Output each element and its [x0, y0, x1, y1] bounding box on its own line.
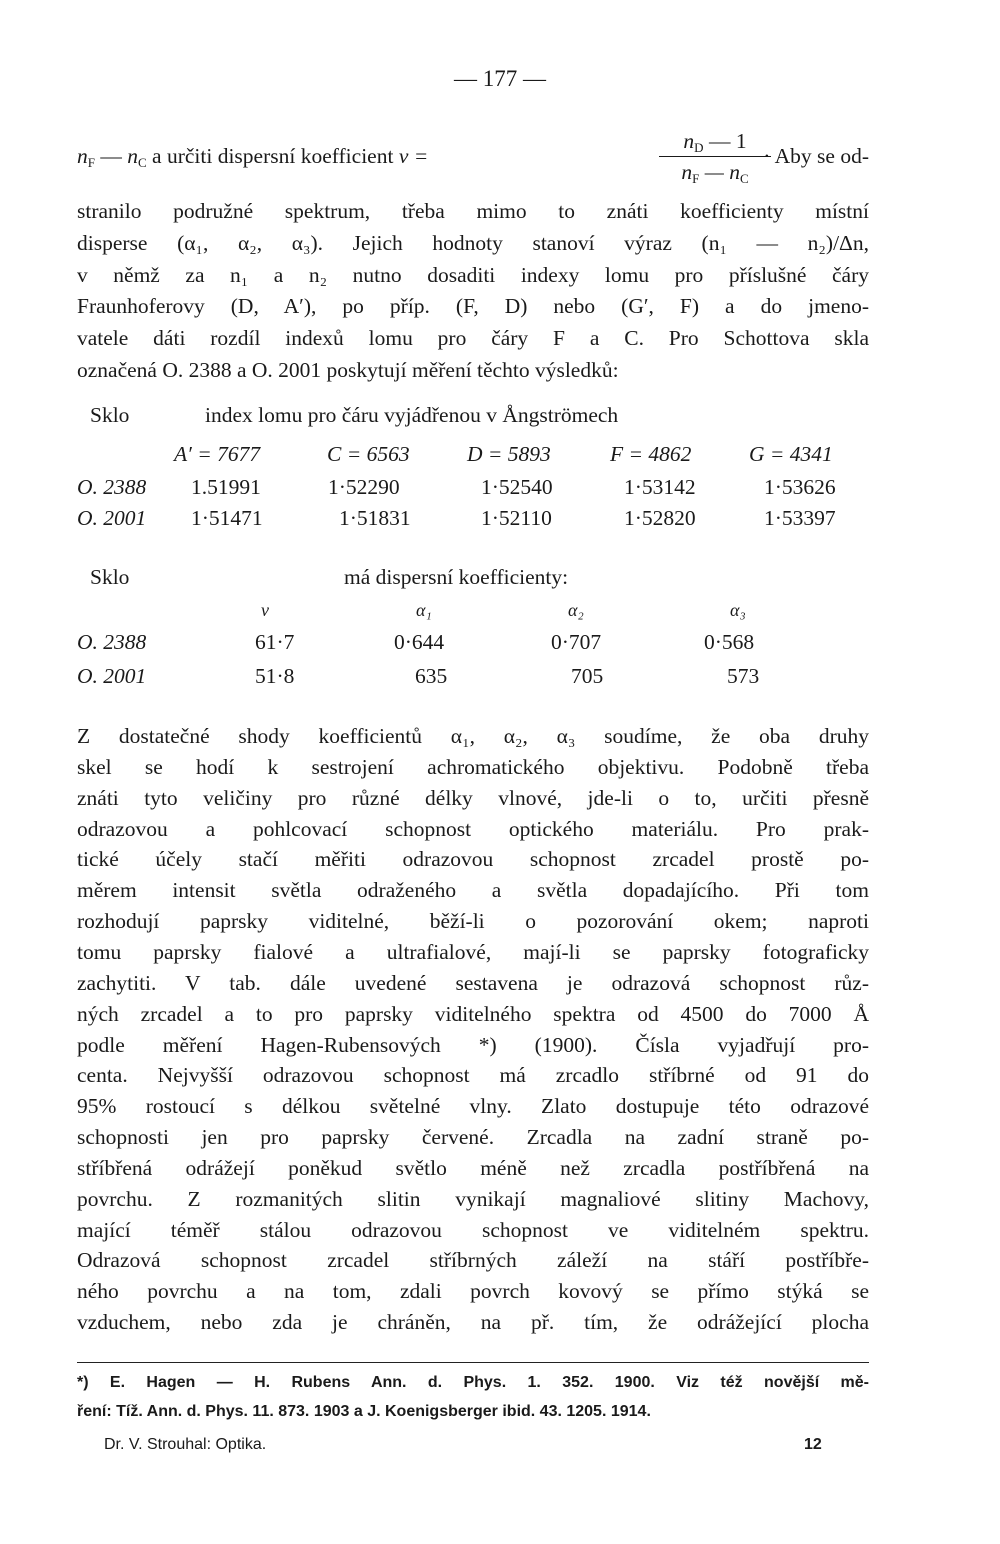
table2-cell: 573 [727, 664, 760, 688]
table2-header-right: má dispersní koefficienty: [344, 565, 569, 589]
para1-line: označená O. 2388 a O. 2001 poskytují měření těchto výsledků: [77, 358, 619, 382]
table1-cell: 1·53142 [624, 475, 696, 499]
para2-line: podle měření Hagen-Rubensových *) (1900). Čísla vyjadřují pro- [77, 1032, 869, 1057]
para1-line: vatele dáti rozdíl indexů lomu pro čáry F a C. Pro Schottova skla [77, 326, 869, 350]
para1-line: disperse (α₁, α₂, α₃). Jejich hodnoty stanoví výraz (n₁ — n₂)/Δn, [77, 231, 869, 255]
para1-line: stranilo podružné spektrum, třeba mimo to znáti koefficienty místní [77, 199, 869, 223]
para2-line: Z dostatečné shody koefficientů α₁, α₂, α₃ soudíme, že oba druhy [77, 724, 869, 748]
para2-line: měrem intensit světla odraženého a světla dopadajícího. Při tom [77, 878, 869, 903]
table2-row-label: O. 2388 [77, 630, 147, 654]
table2-cell: 705 [571, 664, 604, 688]
para2-line: rozhodují paprsky viditelné, běží-li o pozorování okem; naproti [77, 909, 869, 934]
table2-header-left: Sklo [90, 565, 130, 589]
para1-line: v němž za n₁ a n₂ nutno dosaditi indexy lomu pro příslušné čáry [77, 263, 869, 287]
footnote-line: ření: Tíž. Ann. d. Phys. 11. 873. 1903 a J. Koenigsberger ibid. 43. 1205. 1914. [77, 1403, 651, 1420]
para2-line: zachytiti. V tab. dále uvedené sestavena je odrazová schopnost růz- [77, 970, 869, 995]
para2-line: 95% rostoucí s délkou světelné vlny. Zlato dostupuje této odrazové [77, 1094, 869, 1119]
footnote-line: *) E. Hagen — H. Rubens Ann. d. Phys. 1. 352. 1900. Viz též novější mě- [77, 1374, 869, 1391]
para2-line: znáti tyto veličiny pro různé délky vlnové, jde-li o to, určiti přesně [77, 785, 869, 810]
table1-cell: 1·53397 [764, 506, 836, 530]
para2-line: centa. Nejvyšší odrazovou schopnost má zrcadlo stříbrné od 91 do [77, 1063, 869, 1088]
para2-line: skel se hodí k sestrojení achromatického objektivu. Podobně třeba [77, 754, 869, 779]
table1-cell: 1·52820 [624, 506, 696, 530]
table1-col-header: F = 4862 [610, 442, 692, 466]
table2-col-header: α₃ [730, 600, 746, 620]
table1-cell: 1·52290 [328, 475, 400, 499]
formula-line [77, 124, 869, 194]
table1-row-label: O. 2001 [77, 506, 147, 530]
footer-sheet-number: 12 [804, 1436, 822, 1453]
footer-book-title: Dr. V. Strouhal: Optika. [104, 1436, 267, 1453]
dispersion-fraction: $n_D$ — 1 $n_F$ — $n_C$ [655, 128, 775, 185]
para1-line: Fraunhoferovy (D, A′), po příp. (F, D) nebo (G′, F) a do jmeno- [77, 294, 869, 318]
table1-cell: 1·53626 [764, 475, 836, 499]
table1-col-header: C = 6563 [327, 442, 410, 466]
para2-line: Odrazová schopnost zrcadel stříbrných záleží na stáří postříbře- [77, 1248, 869, 1273]
para2-line: odrazovou a pohlcovací schopnost optického materiálu. Pro prak- [77, 816, 869, 841]
table2-cell: 635 [415, 664, 448, 688]
table1-header-right: index lomu pro čáru vyjádřenou v Ångströmech [205, 403, 619, 427]
table2-cell: 0·568 [704, 630, 755, 654]
para2-line: schopnosti jen pro paprsky červené. Zrcadla na zadní straně po- [77, 1125, 869, 1150]
table2-col-header: α₂ [568, 600, 584, 620]
table2-row-label: O. 2001 [77, 664, 147, 688]
table2-col-header: α₁ [416, 600, 432, 620]
table1-cell: 1.51991 [191, 475, 261, 499]
table2-cell: 61·7 [255, 630, 295, 654]
footnote-rule [77, 1362, 869, 1363]
table1-col-header: G = 4341 [749, 442, 833, 466]
table1-col-header: D = 5893 [467, 442, 551, 466]
table1-cell: 1·51831 [339, 506, 411, 530]
para2-line: ného povrchu a na tom, zdali povrch kovový se přímo stýká se [77, 1279, 869, 1304]
formula-prefix: $n_F$ — $n_C$ a určiti dispersní koefficient ν = [77, 144, 429, 170]
table1-row-label: O. 2388 [77, 475, 147, 499]
para2-line: ných zrcadel a to pro paprsky viditelného spektra od 4500 do 7000 Å [77, 1001, 869, 1026]
para2-line: vzduchem, nebo zda je chráněn, na př. tím, že odrážející plocha [77, 1310, 869, 1335]
table2-cell: 51·8 [255, 664, 295, 688]
table2-cell: 0·644 [394, 630, 445, 654]
table2-cell: 0·707 [551, 630, 602, 654]
table2-col-header: ν [261, 600, 269, 620]
table1-cell: 1·51471 [191, 506, 263, 530]
page-number: — 177 — [454, 66, 546, 91]
table1-header-left: Sklo [90, 403, 130, 427]
table1-cell: 1·52540 [481, 475, 553, 499]
para2-line: tomu paprsky fialové a ultrafialové, mají-li se paprsky fotograficky [77, 939, 869, 964]
para2-line: povrchu. Z rozmanitých slitin vynikají magnaliové slitiny Machovy, [77, 1186, 869, 1211]
table1-cell: 1·52110 [481, 506, 552, 530]
para2-line: stříbřená odrážejí poněkud světlo méně než zrcadla postříbřená na [77, 1155, 869, 1180]
para2-line: tické účely stačí měřiti odrazovou schopnost zrcadel prostě po- [77, 847, 869, 872]
formula-suffix: · Aby se od- [763, 144, 869, 168]
para2-line: mající téměř stálou odrazovou schopnost ve viditelném spektru. [77, 1217, 869, 1242]
table1-col-header: A′ = 7677 [174, 442, 261, 466]
